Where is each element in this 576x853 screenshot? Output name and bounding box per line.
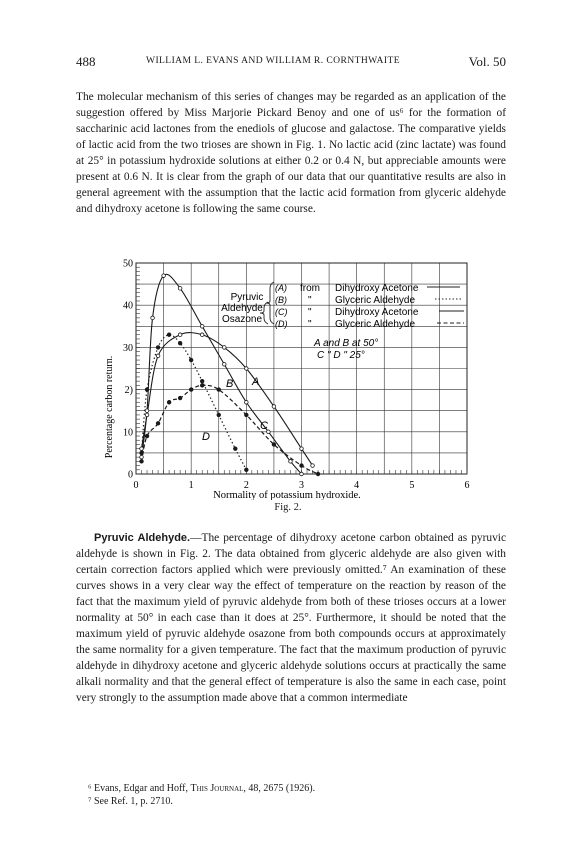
y-tick-label: 30	[123, 342, 133, 354]
curve-c-point	[245, 367, 249, 371]
curve-a-point	[245, 400, 249, 404]
legend-group-line-3: Osazone	[221, 314, 263, 325]
curve-d-point	[316, 472, 320, 476]
curve-d-point	[140, 460, 144, 464]
running-authors: WILLIAM L. EVANS AND WILLIAM R. CORNTHWAITE	[146, 55, 400, 66]
x-tick-label: 3	[299, 480, 304, 491]
paragraph-2-text	[76, 530, 506, 707]
curve-d-point	[200, 384, 204, 388]
chart-svg	[92, 255, 512, 500]
curve-c	[142, 333, 313, 466]
curve-b-point	[140, 451, 144, 455]
x-tick-label: 5	[409, 480, 415, 491]
running-header	[76, 54, 506, 70]
footnote-7: ⁷ See Ref. 1, p. 2710.	[88, 796, 173, 807]
curve-label-a: A	[252, 376, 260, 388]
legend-text-b: Glyceric Aldehyde	[335, 295, 416, 306]
legend-brace-right	[266, 282, 274, 324]
curve-d-point	[156, 422, 160, 426]
legend-key-d: (D)	[275, 319, 288, 329]
curve-d-point	[178, 396, 182, 400]
paragraph-2	[76, 530, 506, 707]
curve-a-point	[178, 287, 182, 291]
run-in-head: Pyruvic Aldehyde.	[94, 532, 191, 544]
footnote-6	[88, 782, 315, 795]
curve-b-point	[167, 333, 171, 337]
curve-b-point	[178, 341, 182, 345]
curve-c-point	[140, 447, 144, 451]
footnote-6-text-a: Evans, Edgar and Hoff,	[94, 783, 191, 794]
legend-key-b: (B)	[275, 295, 287, 305]
figure-2	[92, 255, 512, 500]
curve-b-point	[145, 388, 149, 392]
curve-c-point	[200, 333, 204, 337]
curve-d-point	[217, 388, 221, 392]
legend-text-c: Dihydroxy Acetone	[335, 307, 419, 318]
curve-a-point	[140, 455, 144, 459]
footnote-6-marker: ⁶	[88, 783, 92, 794]
curve-b-point	[234, 447, 238, 451]
y-tick-label: 10	[123, 427, 133, 439]
curve-a-point	[200, 325, 204, 329]
curve-d-point	[245, 413, 249, 417]
curve-c-point	[156, 354, 160, 358]
legend-ditto-d: "	[308, 319, 312, 330]
paragraph-1	[76, 89, 506, 217]
x-tick-label: 6	[464, 480, 470, 491]
curve-a-point	[222, 362, 226, 366]
curve-d-point	[189, 388, 193, 392]
y-axis-label: Percentage carbon return.	[104, 355, 115, 459]
curve-b-point	[156, 346, 160, 350]
curve-label-c: C	[260, 420, 268, 432]
curve-c-point	[145, 413, 149, 417]
curve-b-point	[245, 468, 249, 472]
x-tick-label: 4	[354, 480, 360, 491]
y-tick-label: 2)	[124, 385, 133, 397]
curve-b-point	[189, 358, 193, 362]
curve-b-point	[217, 413, 221, 417]
curve-a-point	[151, 316, 155, 320]
temp-note-2: C " D " 25°	[317, 350, 365, 361]
curve-c-point	[272, 405, 276, 409]
legend-key-c: (C)	[275, 307, 288, 317]
curve-label-d: D	[202, 431, 210, 443]
paragraph-2-body: —The percentage of dihydroxy acetone carbon obtained as pyruvic aldehyde is shown in Fig. 2. The data obtained from glyceric aldehyde are also given with certain correction factors applied which were previously omitted.⁷ An examination of these curves shows in a very clear way the effect of temperature on the reaction by reason of the fact that the maximum yield of pyruvic aldehyde from both of these trioses occurs at a lower normality at 50° in each case than it does at 25°. Furthermore, it should be noted that the maximum yield of pyruvic aldehyde osazone from both compounds occurs at approximately the same normality for a given temperature. The fact that the maximum production of pyruvic aldehyde in dihydroxy acetone and glyceric aldehyde solutions occurs at practically the same alkali normality and that the general effect of temperature is also the same in each case, point very strongly to the assumption made above that a common intermediate	[76, 532, 506, 705]
legend-key-a: (A)	[275, 283, 287, 293]
x-tick-label: 0	[133, 480, 139, 491]
y-tick-label: 40	[123, 300, 133, 312]
legend-group-line-2: Aldehyde	[221, 303, 263, 314]
y-tick-label: 50	[123, 258, 133, 270]
x-tick-label: 2	[243, 480, 249, 491]
curve-label-b: B	[226, 378, 234, 390]
curve-a-point	[162, 274, 166, 278]
page-number: 488	[76, 54, 96, 69]
footnote-6-journal: This Journal	[190, 783, 244, 794]
legend-ditto-a: from	[300, 283, 320, 294]
y-tick-label: 0	[128, 469, 133, 481]
figure-caption: Fig. 2.	[274, 502, 302, 513]
curve-a-point	[289, 460, 293, 464]
curve-a-point	[145, 409, 149, 413]
legend-group-line-1: Pyruvic	[230, 292, 264, 303]
curve-a-point	[300, 472, 304, 476]
curve-c-point	[300, 447, 304, 451]
footnotes	[88, 782, 315, 808]
curve-c-point	[311, 464, 315, 468]
x-axis-label: Normality of potassium hydroxide.	[213, 490, 361, 500]
legend-text-a: Dihydroxy Acetone	[335, 283, 419, 294]
paragraph-1-text: The molecular mechanism of this series of changes may be regarded as an application of the suggestion offered by Miss Marjorie Pickard Benoy and one of us⁶ for the formation of saccharinic acid lactones from the enediols of glucose and galactose. The comparative yields of lactic acid from the two trioses are shown in Fig. 1. No lactic acid (zinc lactate) was found at 25° in potassium hydroxide solutions at either 0.2 or 0.4 N, but appreciable amounts were present at 0.6 N. It is clear from the graph of our data that our quantitative results are also in general agreement with the assumption that the lactic acid formation from glyceric aldehyde and dihydroxy acetone is following the same course.	[76, 91, 506, 216]
x-tick-label: 1	[188, 480, 194, 491]
curve-b-point	[200, 379, 204, 383]
curve-c-point	[178, 333, 182, 337]
curve-c-point	[222, 346, 226, 350]
curve-d-point	[145, 434, 149, 438]
legend-ditto-c: "	[308, 307, 312, 318]
legend-ditto-b: "	[308, 295, 312, 306]
footnote-6-text-b: , 48, 2675 (1926).	[243, 783, 316, 794]
legend-text-d: Glyceric Aldehyde	[335, 319, 416, 330]
temp-note-1: A and B at 50°	[314, 338, 379, 349]
curve-d-point	[167, 400, 171, 404]
curve-d-point	[272, 443, 276, 447]
chart-grid	[136, 263, 467, 474]
curve-d-point	[300, 464, 304, 468]
volume-label: Vol. 50	[468, 54, 506, 69]
legend	[221, 282, 464, 361]
